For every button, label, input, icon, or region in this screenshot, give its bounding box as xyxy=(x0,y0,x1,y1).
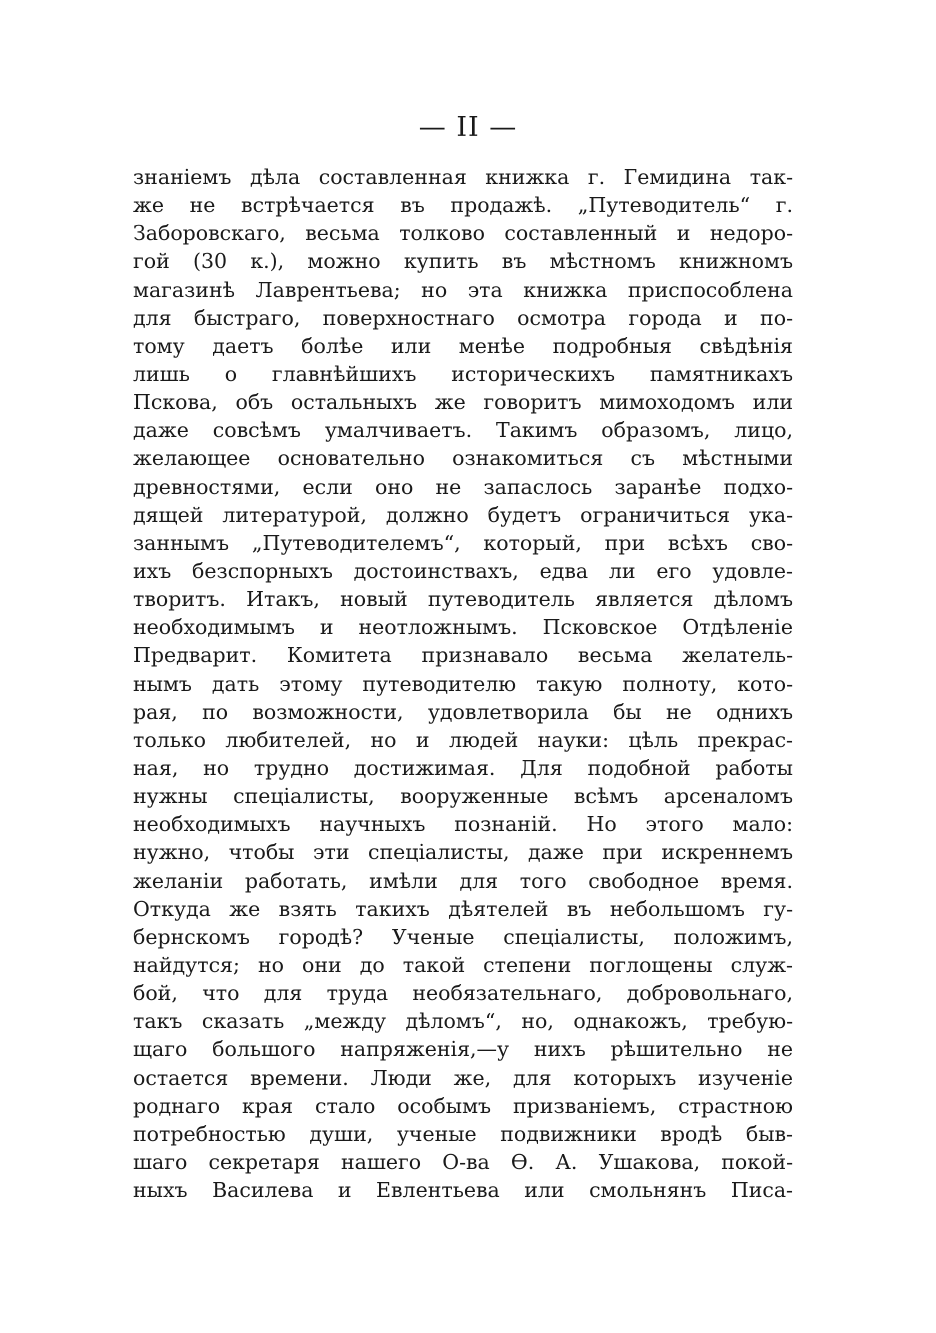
text-line: потребностью души, ученые подвижники вродѣ быв- xyxy=(133,1121,793,1146)
text-line: ная, но трудно достижимая. Для подобной работы xyxy=(133,755,793,780)
text-line: бернскомъ городѣ? Ученые спеціалисты, положимъ, xyxy=(133,924,793,949)
text-line: роднаго края стало особымъ призваніемъ, страстною xyxy=(133,1093,793,1118)
text-line: нужны спеціалисты, вооруженные всѣмъ арсеналомъ xyxy=(133,784,793,809)
text-line: же не встрѣчается въ продажѣ. „Путеводитель“ г. xyxy=(133,193,793,218)
text-line: древностями, если оно не запаслось заранѣе подхо- xyxy=(133,474,793,499)
text-line: тому даетъ болѣе или менѣе подробныя свѣдѣнія xyxy=(133,333,793,358)
text-line: остается времени. Люди же, для которыхъ изученіе xyxy=(133,1065,793,1090)
text-line: найдутся; но они до такой степени поглощены служ- xyxy=(133,952,793,977)
text-line: желающее основательно ознакомиться съ мѣстными xyxy=(133,446,793,471)
text-line: ныхъ Василева и Евлентьева или смольнянъ Писа- xyxy=(133,1178,793,1203)
text-line: такъ сказать „между дѣломъ“, но, однакожъ, требую- xyxy=(133,1009,793,1034)
text-line: дящей литературой, должно будетъ ограничиться ука- xyxy=(133,502,793,527)
text-line: нужно, чтобы эти спеціалисты, даже при искреннемъ xyxy=(133,840,793,865)
text-line: желаніи работать, имѣли для того свободное время. xyxy=(133,868,793,893)
text-line: гой (30 к.), можно купить въ мѣстномъ книжномъ xyxy=(133,249,793,274)
text-line: только любителей, но и людей науки: цѣль прекрас- xyxy=(133,727,793,752)
text-line: бой, что для труда необязательнаго, добровольнаго, xyxy=(133,981,793,1006)
text-line: знаніемъ дѣла составленная книжка г. Гемидина так- xyxy=(133,165,793,189)
text-line: магазинѣ Лаврентьева; но эта книжка приспособлена xyxy=(133,277,793,302)
body-text xyxy=(133,163,793,1204)
text-line: Предварит. Комитета признавало весьма желатель- xyxy=(133,643,793,668)
text-line: щаго большого напряженія,—у нихъ рѣшительно не xyxy=(133,1037,793,1062)
text-line: заннымъ „Путеводителемъ“, который, при всѣхъ сво- xyxy=(133,530,793,555)
text-line: лишь о главнѣйшихъ историческихъ памятникахъ xyxy=(133,361,793,386)
text-line: Откуда же взять такихъ дѣятелей въ небольшомъ гу- xyxy=(133,896,793,921)
text-line: Заборовскаго, весьма толково составленный и недоро- xyxy=(133,221,793,246)
text-line: нымъ дать этому путеводителю такую полноту, кото- xyxy=(133,671,793,696)
text-line: рая, по возможности, удовлетворила бы не однихъ xyxy=(133,699,793,724)
text-line: шаго секретаря нашего О-ва Ѳ. А. Ушакова, покой- xyxy=(133,1149,793,1174)
text-line: творитъ. Итакъ, новый путеводитель является дѣломъ xyxy=(133,587,793,612)
page-number-header: — II — xyxy=(418,112,518,143)
text-line: даже совсѣмъ умалчиваетъ. Такимъ образомъ, лицо, xyxy=(133,418,793,443)
text-line: Пскова, объ остальныхъ же говоритъ мимоходомъ или xyxy=(133,390,793,415)
text-line: необходимыхъ научныхъ познаній. Но этого мало: xyxy=(133,812,793,837)
text-line: ихъ безспорныхъ достоинствахъ, едва ли его удовле- xyxy=(133,558,793,583)
text-line: для быстраго, поверхностнаго осмотра города и по- xyxy=(133,305,793,330)
text-line: необходимымъ и неотложнымъ. Псковское Отдѣленіе xyxy=(133,615,793,640)
